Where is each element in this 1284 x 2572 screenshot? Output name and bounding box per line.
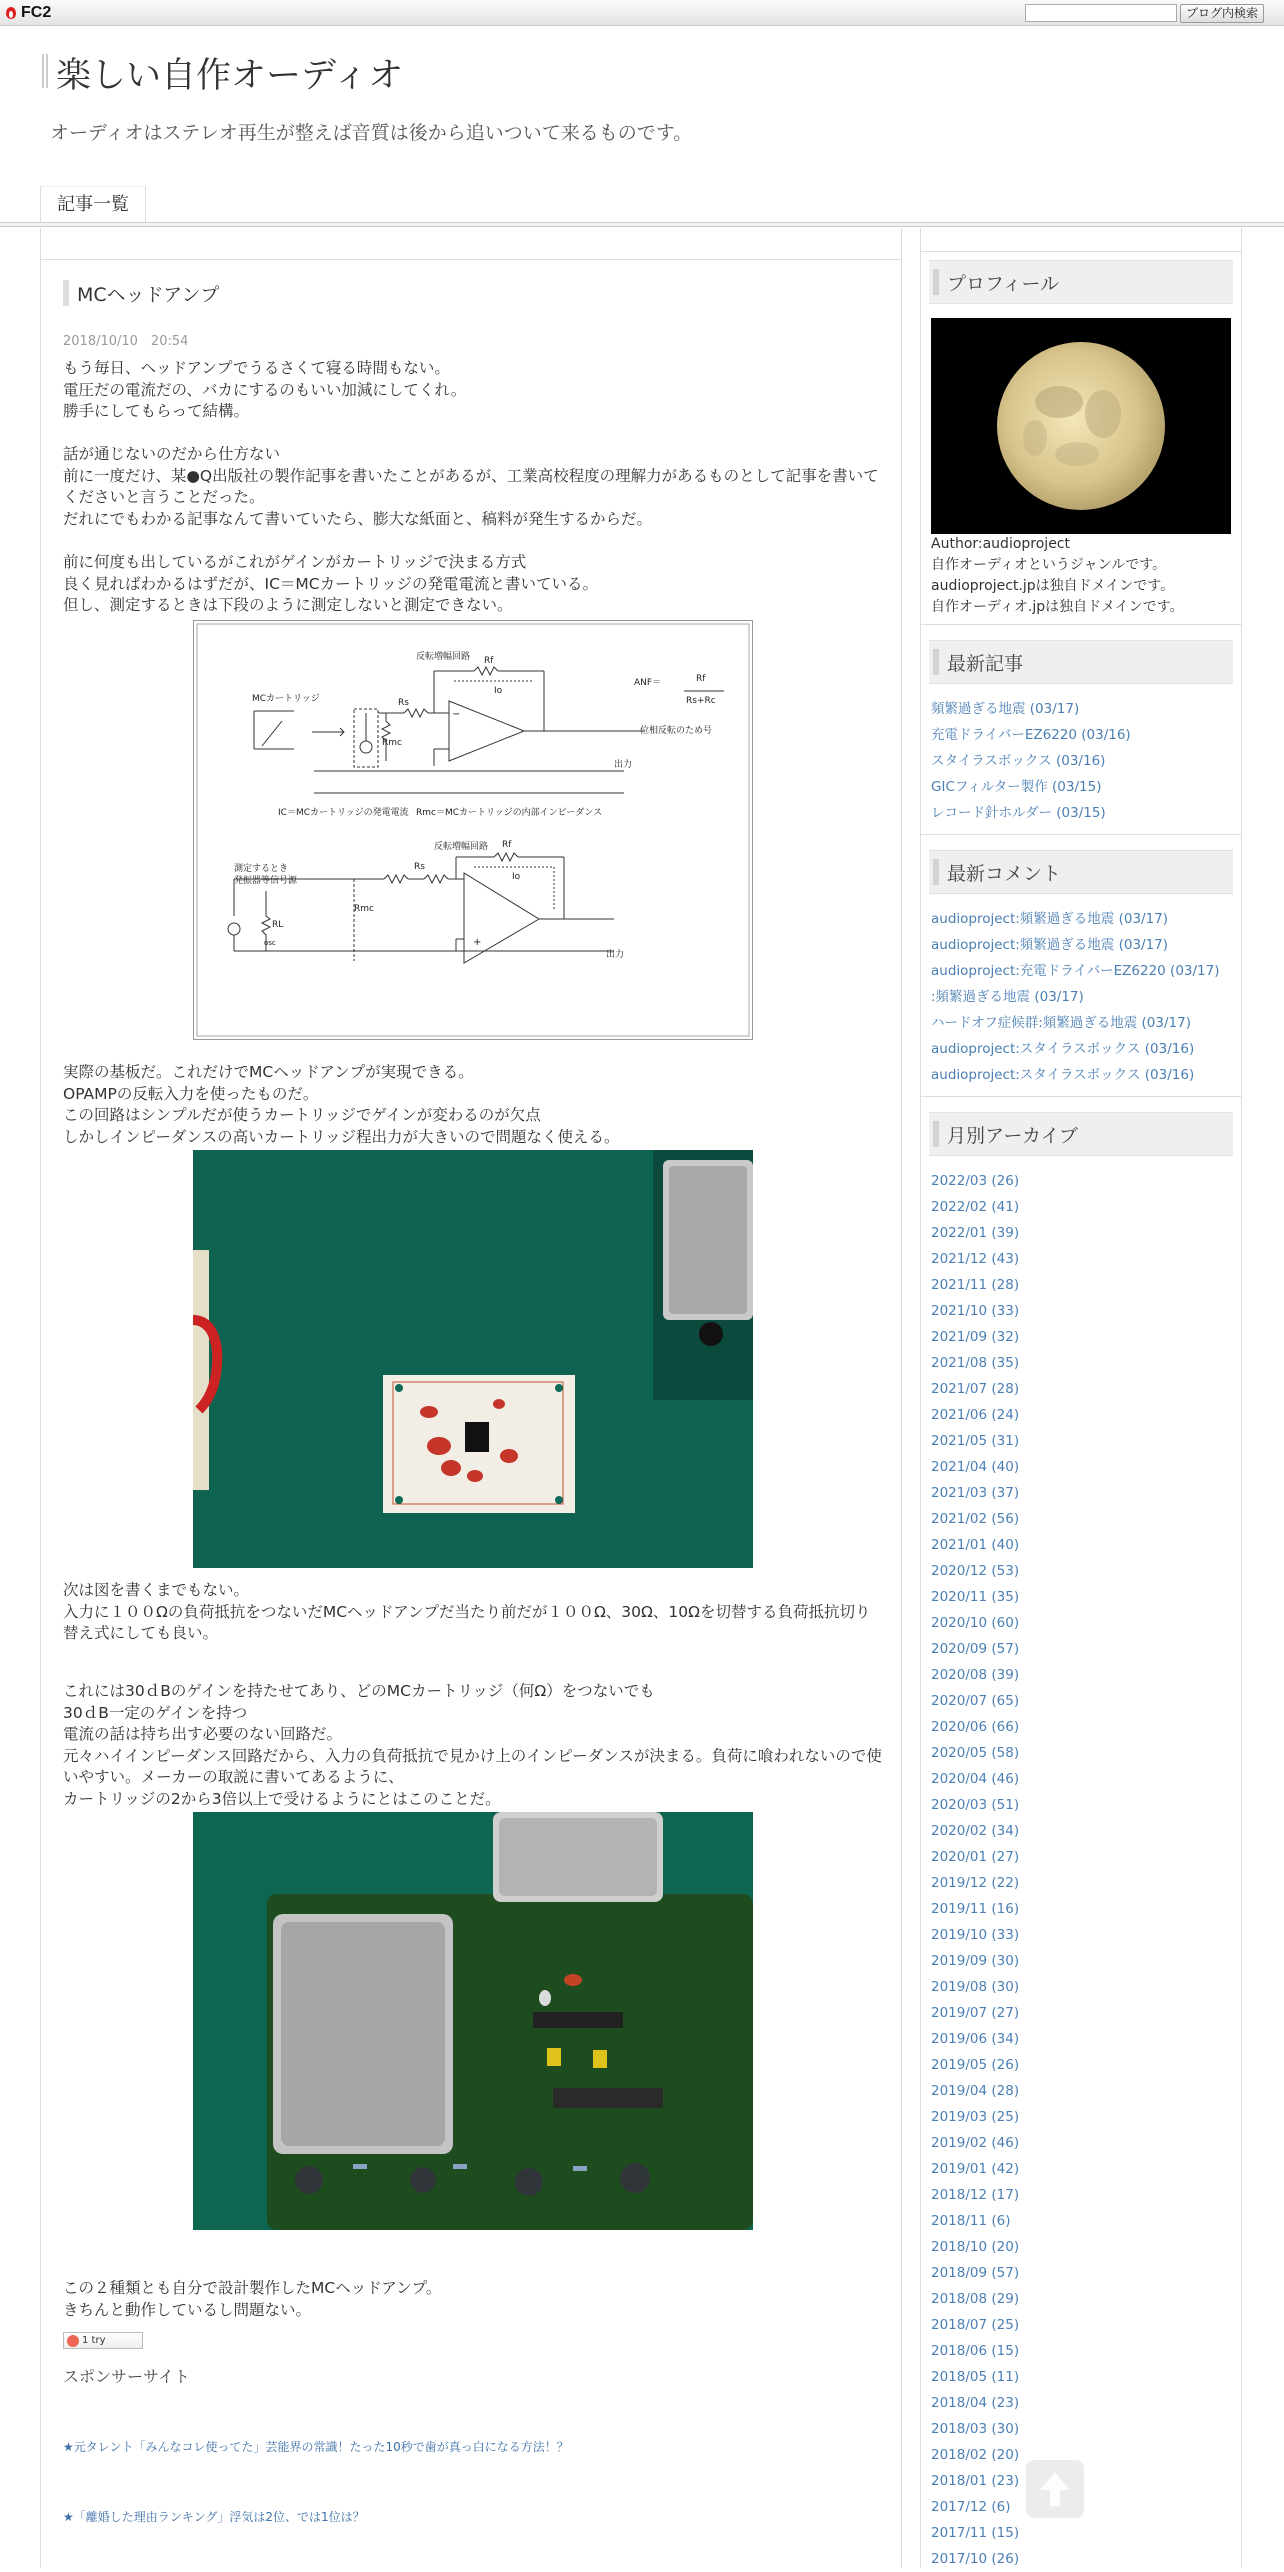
archive-item[interactable]: 2017/10 (26)	[931, 2551, 1020, 2567]
recent-heading-text: 最新記事	[947, 652, 1024, 675]
moon-icon	[931, 318, 1231, 534]
text-line: 入力に１００Ωの負荷抵抗をつないだMCヘッドアンプだ当たり前だが１００Ω、30Ω、10Ωを切替する負荷抵抗切り替え式にしても良い。	[63, 1602, 871, 1642]
fc2-logo[interactable]	[4, 4, 51, 22]
blog-header	[40, 26, 1240, 226]
pcb-photo-2[interactable]	[193, 1812, 753, 2230]
svg-text:+: +	[473, 937, 482, 948]
profile-text	[931, 534, 1239, 618]
archive-item[interactable]: 2021/09 (32)	[931, 1329, 1020, 1345]
comments-heading-text: 最新コメント	[947, 862, 1062, 885]
archive-item[interactable]: 2018/12 (17)	[931, 2187, 1020, 2203]
recent-list	[931, 696, 1239, 826]
archive-item[interactable]: 2020/03 (51)	[931, 1797, 1020, 1813]
archive-item[interactable]: 2021/03 (37)	[931, 1485, 1020, 1501]
archive-item[interactable]: 2020/04 (46)	[931, 1771, 1020, 1787]
archive-item[interactable]: 2021/12 (43)	[931, 1251, 1020, 1267]
sidebar-separator	[921, 1096, 1241, 1097]
text-line: しかしインピーダンスの高いカートリッジ程出力が大きいので問題なく使える。	[63, 1127, 620, 1146]
ranking-icon	[67, 2335, 79, 2347]
comment-item[interactable]: audioproject:充電ドライバーEZ6220 (03/17)	[931, 963, 1220, 979]
archive-item[interactable]: 2020/12 (53)	[931, 1563, 1020, 1579]
archive-heading-text: 月別アーカイブ	[947, 1124, 1078, 1147]
entry-paragraph-1	[63, 358, 883, 423]
blog-title[interactable]: 楽しい自作オーディオ	[56, 56, 404, 96]
archive-heading	[929, 1112, 1233, 1156]
archive-item[interactable]: 2019/06 (34)	[931, 2031, 1020, 2047]
nav-divider	[0, 222, 1284, 227]
diagram-formula-denominator: Rs+Rc	[686, 696, 716, 706]
archive-item[interactable]: 2020/09 (57)	[931, 1641, 1020, 1657]
nav-item-article-list[interactable]: 記事一覧	[40, 186, 146, 222]
archive-item[interactable]: 2018/11 (6)	[931, 2213, 1011, 2229]
archive-item[interactable]: 2019/01 (42)	[931, 2161, 1020, 2177]
text-line: この回路はシンプルだが使うカートリッジでゲインが変わるのが欠点	[63, 1106, 541, 1124]
archive-item[interactable]: 2018/10 (20)	[931, 2239, 1020, 2255]
blog-search-input[interactable]	[1025, 4, 1177, 22]
entry-paragraph-4	[63, 1062, 883, 1148]
archive-item[interactable]: 2020/05 (58)	[931, 1745, 1020, 1761]
text-line: 前に一度だけ、某●Q出版社の製作記事を書いたことがあるが、工業高校程度の理解力があるものとして記事を書いてくださいと言うことだった。	[63, 466, 879, 506]
entry-paragraph-7	[63, 2278, 883, 2321]
profile-heading-text: プロフィール	[947, 272, 1060, 295]
entry-paragraph-3	[63, 552, 883, 617]
archive-item[interactable]: 2021/02 (56)	[931, 1511, 1020, 1527]
archive-item[interactable]: 2018/04 (23)	[931, 2395, 1020, 2411]
diagram-bottom-title: 反転増幅回路	[434, 842, 489, 852]
diagram-io-label: Io	[494, 686, 503, 696]
comment-item[interactable]: audioproject:頻繁過ぎる地震 (03/17)	[931, 937, 1169, 953]
sponsor-link-1[interactable]: ★元タレント「みんなコレ使ってた」芸能界の常識！たった10秒で歯が真っ白になる方法！？	[63, 2440, 569, 2454]
text-line: 電圧だの電流だの、バカにするのもいい加減にしてくれ。	[63, 380, 467, 399]
archive-item[interactable]: 2020/01 (27)	[931, 1849, 1020, 1865]
profile-line: 自作オーディオ.jpは独自ドメインです。	[931, 599, 1184, 615]
title-mark	[42, 54, 48, 88]
fc2-logo-text: FC2	[21, 4, 52, 21]
fc2-flame-icon	[4, 5, 18, 21]
main-nav	[40, 186, 146, 222]
profile-heading	[929, 260, 1233, 304]
ranking-badge[interactable]	[63, 2332, 143, 2349]
diagram-rl-label: RL	[272, 920, 284, 930]
archive-item[interactable]: 2019/03 (25)	[931, 2109, 1020, 2125]
entry-paragraph-6	[63, 1681, 883, 1810]
archive-item[interactable]: 2020/07 (65)	[931, 1693, 1020, 1709]
arrow-up-icon	[1026, 2460, 1084, 2518]
profile-author: Author:audioproject	[931, 536, 1070, 552]
pcb-photo-1[interactable]	[193, 1150, 753, 1568]
circuit-diagram[interactable]	[193, 620, 753, 1040]
archive-item[interactable]: 2018/05 (11)	[931, 2369, 1020, 2385]
pcb-photo-2-svg	[193, 1812, 753, 2230]
archive-item[interactable]: 2022/03 (26)	[931, 1173, 1020, 1189]
svg-text:−: −	[452, 709, 461, 720]
text-line: 但し、測定するときは下段のように測定しないと測定できない。	[63, 596, 513, 614]
archive-item[interactable]: 2021/06 (24)	[931, 1407, 1020, 1423]
diagram-rs-label: Rs	[398, 698, 409, 708]
heading-mark	[933, 1121, 939, 1147]
archive-item[interactable]: 2022/02 (41)	[931, 1199, 1020, 1215]
recent-item[interactable]: 充電ドライバーEZ6220 (03/16)	[931, 727, 1131, 743]
text-line: 実際の基板だ。これだけでMCヘッドアンプが実現できる。	[63, 1063, 474, 1081]
archive-item[interactable]: 2021/08 (35)	[931, 1355, 1020, 1371]
entry-title-mark	[63, 280, 69, 306]
archive-item[interactable]: 2017/12 (6)	[931, 2499, 1011, 2515]
diagram-rf-label: Rf	[484, 656, 494, 666]
diagram-rs2-label: Rs	[414, 862, 425, 872]
archive-item[interactable]: 2018/09 (57)	[931, 2265, 1020, 2281]
archive-item[interactable]: 2020/11 (35)	[931, 1589, 1020, 1605]
profile-image	[931, 318, 1231, 534]
profile-line: audioproject.jpは独自ドメインです。	[931, 578, 1175, 594]
blog-search-button[interactable]: ブログ内検索	[1180, 4, 1264, 23]
sponsor-link-2[interactable]: ★「離婚した理由ランキング」浮気は2位、では1位は？	[63, 2510, 365, 2524]
diagram-out-label: 出力	[614, 760, 633, 770]
heading-mark	[933, 269, 939, 295]
sidebar-top-bar	[921, 228, 1241, 252]
diagram-top-title: 反転増幅回路	[416, 652, 471, 662]
archive-item[interactable]: 2018/07 (25)	[931, 2317, 1020, 2333]
text-line: 良く見ればわかるはずだが、IC＝MCカートリッジの発電電流と書いている。	[63, 574, 598, 593]
archive-item[interactable]: 2021/05 (31)	[931, 1433, 1020, 1449]
text-line: だれにでもわかる記事なんて書いていたら、膨大な紙面と、稿料が発生するからだ。	[63, 509, 653, 528]
archive-item[interactable]: 2019/09 (30)	[931, 1953, 1020, 1969]
pcb-photo-1-svg	[193, 1150, 753, 1568]
archive-list	[931, 1168, 1239, 2572]
diagram-out2-label: 出力	[606, 950, 625, 960]
entry-paragraph-5	[63, 1580, 883, 1645]
recent-item[interactable]: スタイラスボックス (03/16)	[931, 753, 1106, 769]
archive-item[interactable]: 2020/08 (39)	[931, 1667, 1020, 1683]
text-line: 電流の話は持ち出す必要のない回路だ。	[63, 1725, 343, 1743]
heading-mark	[933, 649, 939, 675]
diagram-formula: ANF＝	[634, 678, 662, 688]
blog-description: オーディオはステレオ再生が整えば音質は後から追いついて来るものです。	[50, 122, 693, 144]
sidebar	[920, 228, 1242, 2568]
entry-paragraph-2	[63, 444, 883, 530]
comment-item[interactable]: :頻繁過ぎる地震 (03/17)	[931, 989, 1084, 1005]
archive-item[interactable]: 2020/06 (66)	[931, 1719, 1020, 1735]
text-line: きちんと動作しているし問題ない。	[63, 2300, 312, 2319]
archive-item[interactable]: 2018/03 (30)	[931, 2421, 1020, 2437]
archive-item[interactable]: 2019/02 (46)	[931, 2135, 1020, 2151]
diagram-rf2-label: Rf	[502, 840, 512, 850]
comment-item[interactable]: audioproject:スタイラスボックス (03/16)	[931, 1041, 1195, 1057]
main-top-bar	[41, 228, 901, 260]
archive-item[interactable]: 2019/12 (22)	[931, 1875, 1020, 1891]
diagram-cartridge-label: MCカートリッジ	[252, 694, 320, 704]
sidebar-separator	[921, 834, 1241, 835]
comment-item[interactable]: audioproject:頻繁過ぎる地震 (03/17)	[931, 911, 1169, 927]
diagram-io2-label: Io	[512, 872, 521, 882]
diagram-phase-note: 位相反転のため号	[640, 726, 713, 736]
text-line: カートリッジの2から3倍以上で受けるようにとはこのことだ。	[63, 1789, 501, 1808]
entry-header	[63, 280, 219, 306]
archive-item[interactable]: 2022/01 (39)	[931, 1225, 1020, 1241]
archive-item[interactable]: 2020/02 (34)	[931, 1823, 1020, 1839]
archive-item[interactable]: 2018/06 (15)	[931, 2343, 1020, 2359]
diagram-formula-numerator: Rf	[696, 674, 706, 684]
sponsor-heading: スポンサーサイト	[63, 2367, 190, 2386]
text-line: 話が通じないのだから仕方ない	[63, 445, 281, 463]
profile-line: 自作オーディオというジャンルです。	[931, 557, 1167, 573]
archive-item[interactable]: 2021/07 (28)	[931, 1381, 1020, 1397]
main-column	[40, 228, 902, 2568]
archive-item[interactable]: 2019/11 (16)	[931, 1901, 1020, 1917]
text-line: これには30ｄBのゲインを持たせてあり、どのMCカートリッジ（何Ω）をつないでも	[63, 1682, 655, 1700]
text-line: この２種類とも自分で設計製作したMCヘッドアンプ。	[63, 2279, 442, 2297]
archive-item[interactable]: 2019/10 (33)	[931, 1927, 1020, 1943]
diagram-legend-ic: IC＝MCカートリッジの発電電流	[278, 808, 409, 818]
archive-item[interactable]: 2019/08 (30)	[931, 1979, 1020, 1995]
ranking-label: 1 try	[82, 2335, 106, 2346]
diagram-rmc-label: Rmc	[382, 738, 402, 748]
archive-item[interactable]: 2019/07 (27)	[931, 2005, 1020, 2021]
text-line: もう毎日、ヘッドアンプでうるさくて寝る時間もない。	[63, 359, 450, 377]
text-line: 元々ハイインピーダンス回路だから、入力の負荷抵抗で見かけ上のインピーダンスが決まる。負荷に喰われないので使いやすい。メーカーの取説に書いてあるように、	[63, 1746, 882, 1786]
archive-item[interactable]: 2019/04 (28)	[931, 2083, 1020, 2099]
diagram-legend-rmc: Rmc＝MCカートリッジの内部インピーダンス	[416, 808, 603, 818]
fc2-toolbar	[0, 0, 1284, 26]
heading-mark	[933, 859, 939, 885]
comment-item[interactable]: ハードオフ症候群:頻繁過ぎる地震 (03/17)	[931, 1015, 1191, 1031]
archive-item[interactable]: 2018/08 (29)	[931, 2291, 1020, 2307]
text-line: OPAMPの反転入力を使ったものだ。	[63, 1084, 319, 1103]
recent-item[interactable]: レコード針ホルダー (03/15)	[931, 805, 1106, 821]
text-line: 次は図を書くまでもない。	[63, 1581, 250, 1599]
archive-item[interactable]: 2020/10 (60)	[931, 1615, 1020, 1631]
entry-date: 2018/10/10 20:54	[63, 334, 189, 349]
text-line: 30ｄB一定のゲインを持つ	[63, 1703, 248, 1722]
archive-item[interactable]: 2021/11 (28)	[931, 1277, 1020, 1293]
diagram-osc-label: osc	[264, 939, 276, 947]
recent-item[interactable]: 頻繁過ぎる地震 (03/17)	[931, 701, 1080, 717]
comments-list	[931, 906, 1239, 1088]
text-line: 前に何度も出しているがこれがゲインがカートリッジで決まる方式	[63, 553, 527, 571]
scroll-to-top-button[interactable]	[1026, 2460, 1084, 2518]
archive-item[interactable]: 2019/05 (26)	[931, 2057, 1020, 2073]
archive-item[interactable]: 2017/11 (15)	[931, 2525, 1020, 2541]
circuit-diagram-svg	[194, 621, 752, 1039]
diagram-source-label: 発振器等信号源	[234, 876, 298, 886]
diagram-rmc2-label: Rmc	[354, 904, 374, 914]
comments-heading	[929, 850, 1233, 894]
recent-heading	[929, 640, 1233, 684]
archive-item[interactable]: 2021/04 (40)	[931, 1459, 1020, 1475]
text-line: 勝手にしてもらって結構。	[63, 402, 250, 420]
archive-item[interactable]: 2021/01 (40)	[931, 1537, 1020, 1553]
archive-item[interactable]: 2018/02 (20)	[931, 2447, 1020, 2463]
archive-item[interactable]: 2018/01 (23)	[931, 2473, 1020, 2489]
entry-title[interactable]: MCヘッドアンプ	[77, 283, 220, 306]
sidebar-separator	[921, 624, 1241, 625]
recent-item[interactable]: GICフィルター製作 (03/15)	[931, 779, 1102, 795]
archive-item[interactable]: 2021/10 (33)	[931, 1303, 1020, 1319]
diagram-measure-label: 測定するとき	[234, 864, 289, 874]
comment-item[interactable]: audioproject:スタイラスボックス (03/16)	[931, 1067, 1195, 1083]
